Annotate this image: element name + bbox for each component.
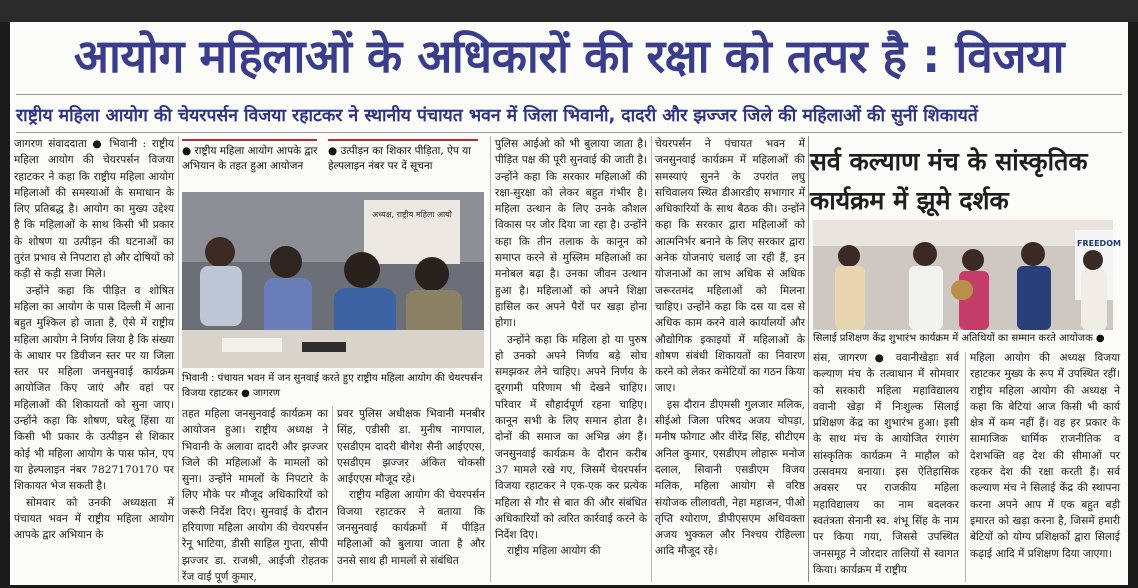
side-story-column-right: महिला आयोग की अध्यक्ष विजया रहाटकर मुख्य के रूप में उपस्थित रहीं। राष्ट्रीय महिला आयोग की अध्यक्ष ने कहा कि बेटियां आज किसी भी कार्य क्षेत्र में कम नहीं हैं। वह हर प्रकार के सामाजिक धार्मिक राजनीतिक व देशभक्ति वह देश की सीमाओं पर रहकर देश की रक्षा करती हैं। सर्व कल्याण मंच ने सिलाई केंद्र की स्थापना करना अपने आप में एक बहुत बड़ी इमारत को खड़ा करना है, जिसमें हमारी बेटियों को योग्य प्रशिक्षकों द्वारा सिलाई कढ़ाई आदि में प्रशिक्षण दिया जाएगा। bbox=[970, 352, 1120, 560]
column-divider bbox=[965, 352, 966, 582]
box-right-rule bbox=[328, 139, 478, 141]
article-column-5 bbox=[655, 136, 805, 584]
side-photo-caption: सिलाई प्रशिक्षण केंद्र शुभारंभ कार्यक्रम में अतिथियों का सम्मान करते आयोजक ● bbox=[813, 333, 1105, 344]
col4-paragraph-1: पुलिस आईओ को भी बुलाया जाता है। पीड़ित पक्ष की पूरी सुनवाई की जाती है। उन्होंने कहा कि सरकार महिलाओं की रक्षा-सुरक्षा को लेकर बहुत गंभीर है। महिला उत्थान के लिए उनके कौशल विकास पर जोर दिया जा रहा है। उन्होंने कहा कि तीन तलाक के कानून को समाप्त करने से मुस्लिम महिलाओं का मनोबल बढ़ा है। उनका जीवन उत्थान हुआ है। महिलाओं को अपने शिक्षा हासिल कर अपने पैरों पर खड़ा होना होगा। bbox=[495, 138, 647, 330]
side-story-column-left: संस, जागरण ● ववानीखेड़ाः सर्व कल्याण मंच के तत्वाधान में सोमवार को सरकारी महिला महाविद्यालय ववानी खेड़ा में निःशुल्क सिलाई प्रशिक्षण केंद्र का शुभारंभ हुआ। इसी के साथ मंच के आयोजित रंगारंग सांस्कृतिक कार्यक्रम ने माहौल को उत्सवमय बनाया। इस ऐतिहासिक अवसर पर राजकीय महिला महाविद्यालय का नाम बदलकर स्वतंत्रता सेनानी स्व. शंभू सिंह के नाम पर किया गया, जिससे उपस्थित जनसमूह ने जोरदार तालियों से स्वागत किया। कार्यक्रम में राष्ट्रीय bbox=[813, 352, 959, 576]
col5-paragraph-2: इस दौरान डीएमसी गुलजार मलिक, सीईओ जिला परिषद अजय चोपड़ा, मनीष फोगाट और वीरेंद्र सिंह, सीटीएम अनिल कुमार, एसडीएम लोहारू मनोज दलाल, सिवानी एसडीएम विजय मलिक, महिला आयोग से वरिष्ठ संयोजक लीलावती, नेहा महाजन, पीओ तृप्ति श्योराण, डीपीएसएम अधिवक्ता अजय भुक्कल और निश्चय रोहिल्ला आदि मौजूद रहे। bbox=[655, 398, 805, 558]
top-dark-strip bbox=[0, 0, 1138, 22]
main-photo-illustration bbox=[182, 192, 484, 368]
article-column-4 bbox=[495, 136, 647, 584]
headline-rule bbox=[16, 94, 1122, 95]
headline: आयोग महिलाओं के अधिकारों की रक्षा को तत्पर है : विजया bbox=[73, 29, 1065, 83]
subhead-rule bbox=[16, 132, 1122, 133]
side-photo-illustration bbox=[813, 220, 1121, 330]
main-photo-caption: भिवानी : पंचायत भवन में जन सुनवाई करते हुए राष्ट्रीय महिला आयोग की चेयरपर्सन विजया रहाटकर ● जागरण bbox=[182, 373, 483, 399]
main-photo bbox=[182, 192, 484, 368]
subheadline: राष्ट्रीय महिला आयोग की चेयरपर्सन विजया रहाटकर ने स्थानीय पंचायत भवन में जिला भिवानी, दादरी और झज्जर जिले की महिलाओं की सुनीं शिकायतें bbox=[16, 106, 978, 126]
section-divider bbox=[808, 136, 809, 582]
article-column-1 bbox=[14, 136, 174, 584]
article-column-2: तहत महिला जनसुनवाई कार्यक्रम का आयोजन हुआ। राष्ट्रीय अध्यक्ष ने भिवानी के अलावा दादरी और झज्जर जिले की महिलाओं के मामलों को सुना। उन्होंने मामलों के निपटारे के लिए मौके पर मौजूद अधिकारियों को जरूरी निर्देश दिए। सुनवाई के दौरान हरियाणा महिला आयोग की चेयरपर्सन रेनू भाटिया, डीसी साहिल गुप्ता, सीपी झज्जर डा. राजश्री, आईजी रोहतक रेंज वाई पूर्ण कुमार, bbox=[182, 408, 328, 583]
photo-banner-text: अध्यक्ष, राष्ट्रीय महिला आयो bbox=[372, 210, 452, 219]
side-photo-banner: FREEDOM bbox=[1077, 239, 1121, 248]
col1-paragraph-3: सोमवार को उनकी अध्यक्षता में पंचायत भवन में राष्ट्रीय महिला आयोग आपके द्वार अभियान के bbox=[14, 496, 174, 542]
col4-paragraph-2: उन्होंने कहा कि महिला हो या पुरुष हो उनको अपने निर्णय बड़े सोच समझकर लेने चाहिए। अपने निर्णय के दूरगामी परिणाम भी देखने चाहिए। परिवार में सौहार्दपूर्ण रहना चाहिए। कानून सभी के लिए समान होता है। दोनों की समाज का अभिन्न अंग हैं। जनसुनवाई कार्यक्रम के दौरान करीब 37 मामले रखे गए, जिसमें चेयरपर्सन विजया रहाटकर ने एक-एक कर प्रत्येक महिला से गौर से बात की और संबंधित अधिकारियों को त्वरित कार्रवाई करने के निर्देश दिए। bbox=[495, 333, 647, 542]
column-divider bbox=[651, 136, 652, 582]
col1-paragraph-1: जागरण संवाददाता ● भिवानी : राष्ट्रीय महिला आयोग की चेयरपर्सन विजया रहाटकर ने कहा कि राष्ट्रीय महिला आयोग महिलाओं की समस्याओं के समाधान के लिए प्रतिबद्ध है। आयोग का मुख्य उद्देश्य है कि महिलाओं के साथ किसी भी प्रकार के शोषण या उत्पीड़न की घटनाओं का तुरंत प्रभाव से निपटारा हो और दोषियों को कड़ी से कड़ी सजा मिले। bbox=[14, 138, 174, 281]
highlight-box-right: ● उत्पीड़न का शिकार पीड़िता, ऐप या हेल्पलाइन नंबर पर दें सूचना bbox=[328, 145, 471, 172]
col1-paragraph-2: उन्होंने कहा कि पीड़ित व शोषित महिला का आयोग के पास दिल्ली में आना बहुत मुश्किल हो जाता है, ऐसे में राष्ट्रीय महिला आयोग ने निर्णय लिया है कि संख्या के आधार पर डिवीजन स्तर पर या जिला स्तर पर महिला जनसुनवाई कार्यक्रम आयोजित किए जाएं और वहां पर महिलाओं की शिकायतों को सुना जाए। उन्होंने कहा कि शोषण, घरेलू हिंसा या किसी भी प्रकार के उत्पीड़न से शिकार कोई भी महिला आयोग के पास फोन, एप या हेल्पलाइन नंबर 7827170170 पर शिकायत भेज सकती है। bbox=[14, 284, 174, 493]
side-story-title: सर्व कल्याण मंच के सांस्कृतिक कार्यक्रम में झूमे दर्शक bbox=[810, 147, 1088, 215]
col3-paragraph-1: प्रवर पुलिस अधीक्षक भिवानी मनबीर सिंह, एडीसी डा. मुनीष नागपाल, एसडीएम दादरी बीगेश सैनी आईएएस, एसडीएम झज्जर अंकित चोकसी आईएएस मौजूद रहे। bbox=[337, 408, 485, 486]
column-divider bbox=[332, 406, 333, 582]
col3-paragraph-2: राष्ट्रीय महिला आयोग की चेयरपर्सन विजया रहाटकर ने बताया कि जनसुनवाई कार्यक्रमों में पीड़ित महिलाओं को बुलाया जाता है और उनसे साथ ही मामलों से संबंधित bbox=[337, 489, 485, 567]
column-divider bbox=[178, 136, 179, 582]
article-column-3 bbox=[337, 406, 485, 584]
highlight-box-left: ● राष्ट्रीय महिला आयोग आपके द्वार अभियान के तहत हुआ आयोजन bbox=[182, 145, 318, 172]
newspaper-page bbox=[10, 22, 1128, 585]
col4-paragraph-3: राष्ट्रीय महिला आयोग की bbox=[507, 545, 601, 558]
side-story-photo bbox=[813, 220, 1121, 330]
col5-paragraph-1: चेयरपर्सन ने पंचायत भवन में जनसुनवाई कार्यक्रम में महिलाओं की समस्याएं सुनने के उपरांत लघु सचिवालय स्थित डीआरडीए सभागार में अधिकारियों के साथ बैठक की। उन्होंने कहा कि सरकार द्वारा महिलाओं को आत्मनिर्भर बनाने के लिए सरकार द्वारा अनेक योजनाएं चलाई जा रही हैं, इन योजनाओं का लाभ अधिक से अधिक जरूरतमंद महिलाओं को मिलना चाहिए। उन्होंने कहा कि दस या दस से अधिक काम करने वाले कार्यालयों और औद्योगिक इकाइयों में महिलाओं के शोषण संबंधी शिकायतों का निवारण करने को लेकर कमेटियों का गठन किया जाए। bbox=[655, 138, 805, 395]
column-divider bbox=[490, 136, 491, 582]
box-left-rule bbox=[182, 139, 317, 141]
